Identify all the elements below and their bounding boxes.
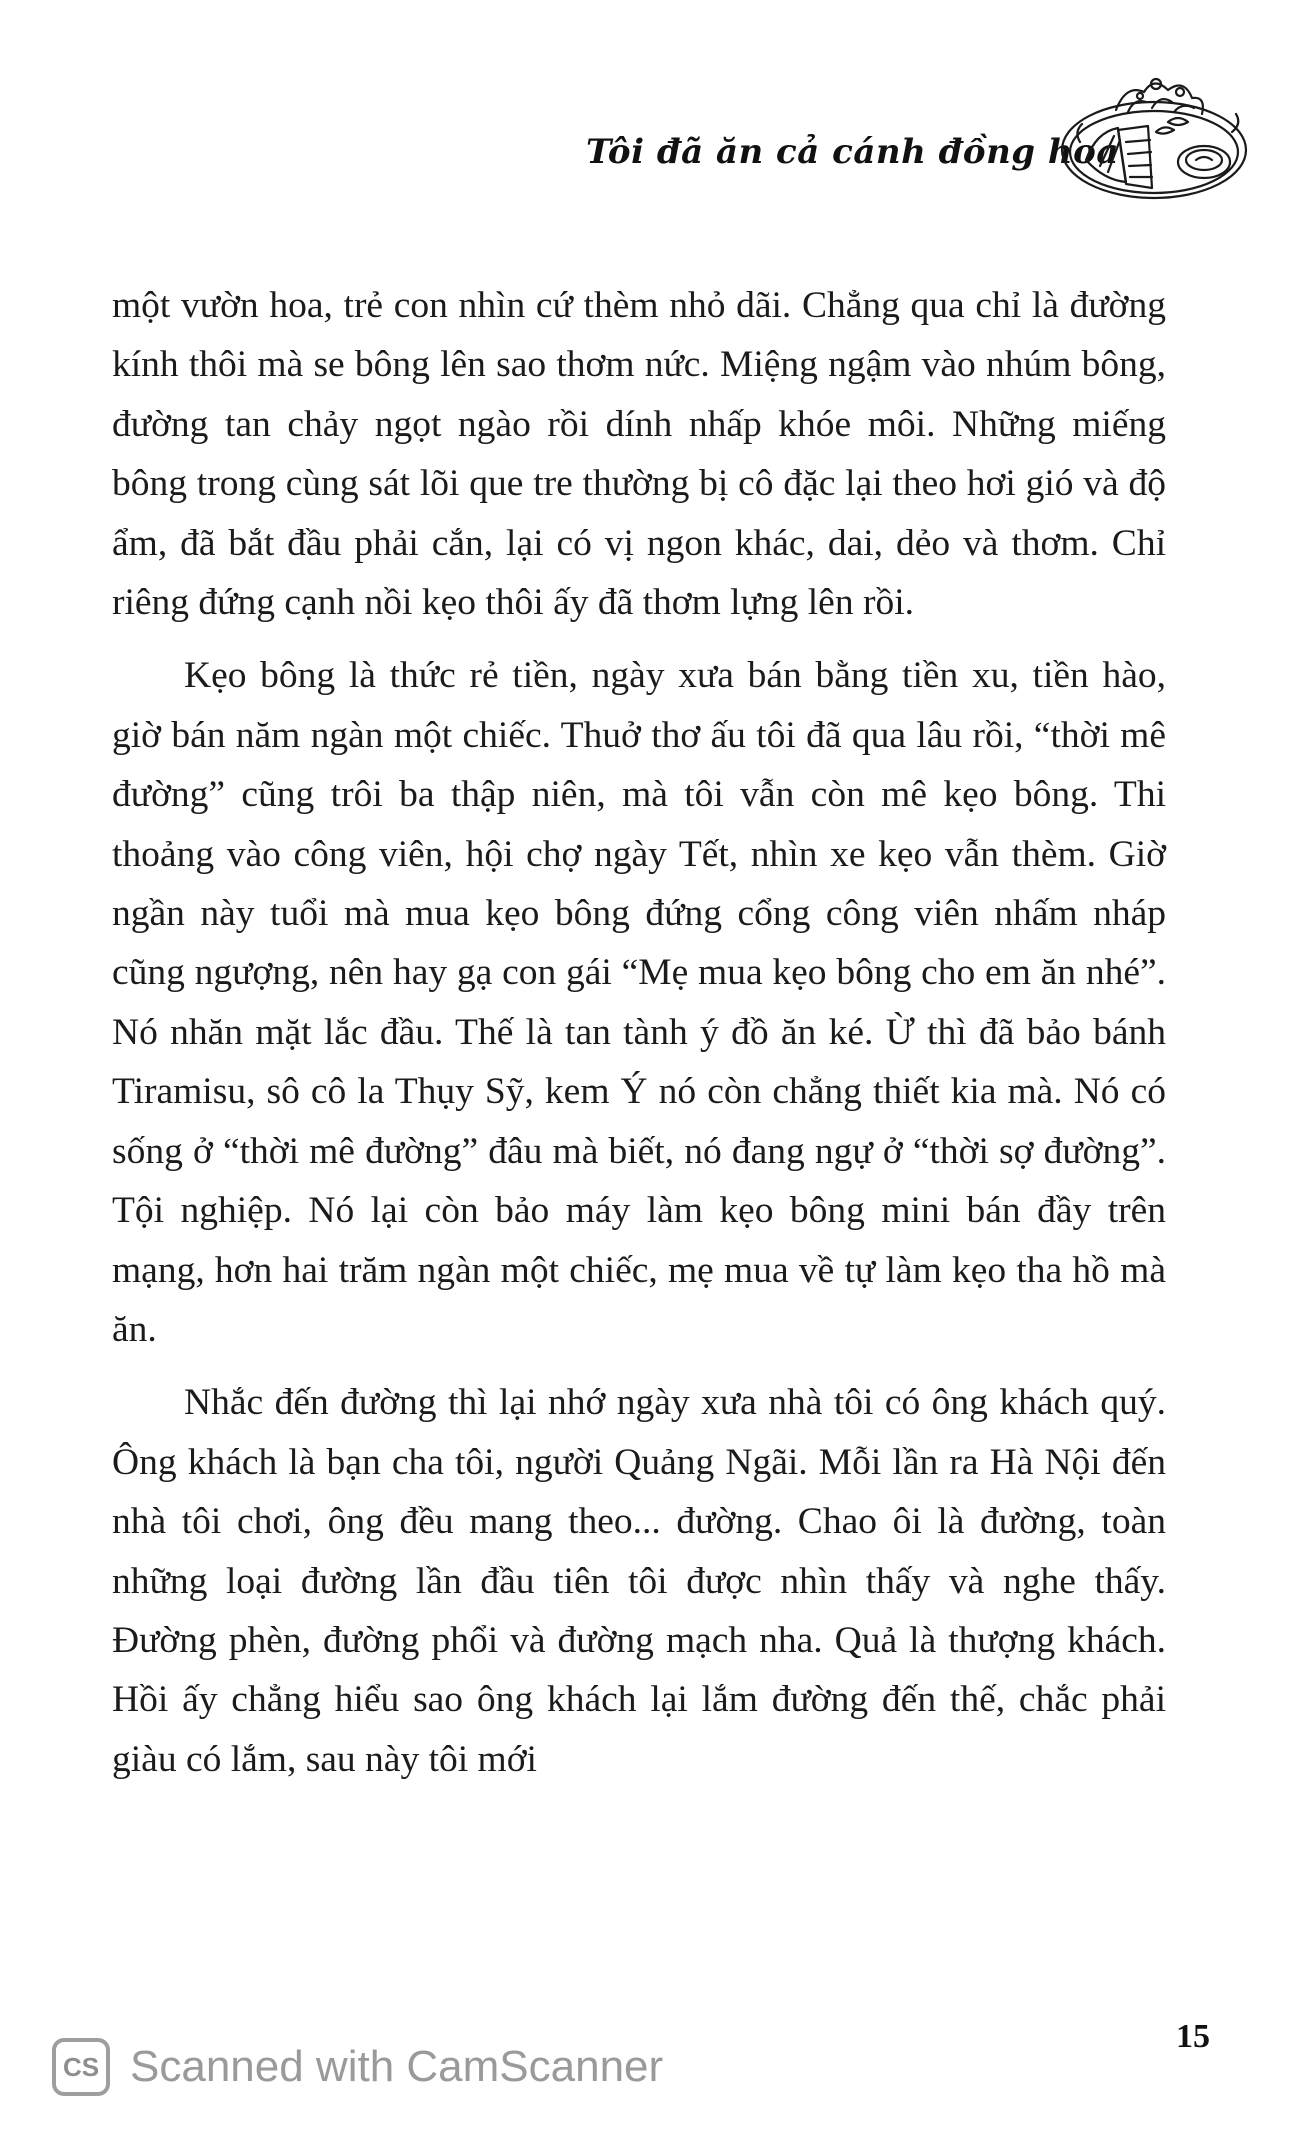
camscanner-logo-icon: CS: [52, 2038, 110, 2096]
body-text: [112, 276, 1166, 1789]
running-title: Tôi đã ăn cả cánh đồng hoa: [586, 132, 1119, 172]
paragraph-3: Nhắc đến đường thì lại nhớ ngày xưa nhà tôi có ông khách quý. Ông khách là bạn cha tôi, người Quảng Ngãi. Mỗi lần ra Hà Nội đến nhà tôi chơi, ông đều mang theo... đường. Chao ôi là đường, toàn những loại đường lần đầu tiên tôi được nhìn thấy và nghe thấy. Đường phèn, đường phổi và đường mạch nha. Quả là thượng khách. Hồi ấy chẳng hiểu sao ông khách lại lắm đường đến thế, chắc phải giàu có lắm, sau này tôi mới: [112, 1382, 1166, 1780]
paragraph-1: một vườn hoa, trẻ con nhìn cứ thèm nhỏ dãi. Chẳng qua chỉ là đường kính thôi mà se bông lên sao thơm nức. Miệng ngậm vào nhúm bông, đường tan chảy ngọt ngào rồi dính nhấp khóe môi. Những miếng bông trong cùng sát lõi que tre thường bị cô đặc lại theo hơi gió và độ ẩm, đã bắt đầu phải cắn, lại có vị ngon khác, dai, dẻo và thơm. Chỉ riêng đứng cạnh nồi kẹo thôi ấy đã thơm lựng lên rồi.: [112, 285, 1166, 624]
paragraph-2: Kẹo bông là thức rẻ tiền, ngày xưa bán bằng tiền xu, tiền hào, giờ bán năm ngàn một chiếc. Thuở thơ ấu tôi đã qua lâu rồi, “thời mê đường” cũng trôi ba thập niên, mà tôi vẫn còn mê kẹo bông. Thi thoảng vào công viên, hội chợ ngày Tết, nhìn xe kẹo vẫn thèm. Giờ ngần này tuổi mà mua kẹo bông đứng cổng công viên nhấm nháp cũng ngượng, nên hay gạ con gái “Mẹ mua kẹo bông cho em ăn nhé”. Nó nhăn mặt lắc đầu. Thế là tan tành ý đồ ăn ké. Ừ thì đã bảo bánh Tiramisu, sô cô la Thụy Sỹ, kem Ý nó còn chẳng thiết kia mà. Nó có sống ở “thời mê đường” đâu mà biết, nó đang ngự ở “thời sợ đường”. Tội nghiệp. Nó lại còn bảo máy làm kẹo bông mini bán đầy trên mạng, hơn hai trăm ngàn một chiếc, mẹ mua về tự làm kẹo tha hồ mà ăn.: [112, 655, 1166, 1350]
scanner-watermark: [52, 2036, 663, 2098]
watermark-text: Scanned with CamScanner: [130, 2042, 664, 2091]
page-header: [0, 0, 1312, 240]
page-number: 15: [1176, 2018, 1210, 2055]
food-platter-icon: [1056, 62, 1256, 212]
